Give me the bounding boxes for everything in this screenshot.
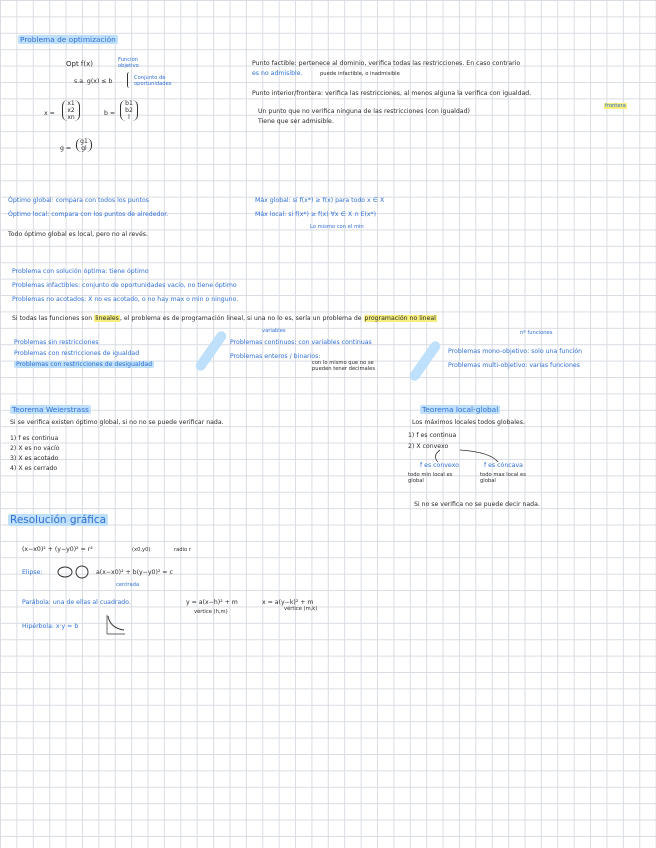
parabola-eq-2: x = a(y−k)² + m xyxy=(262,599,314,606)
max-local: Máx local: si f(x*) ≥ f(x) ∀x ∈ X ∩ E(x*) xyxy=(255,211,377,218)
x-vector-label: x = xyxy=(44,110,55,117)
factible-definition: Punto factible: pertenece al dominio, verifica todas las restricciones. En caso contrario xyxy=(252,60,521,67)
interior-definition-3: Tiene que ser admisible. xyxy=(258,118,334,125)
circle-eq: (x−x0)² + (y−y0)² = r² xyxy=(22,546,93,553)
local-global-item: 2) X convexo xyxy=(408,443,449,450)
circle-center: (x0,y0) xyxy=(132,547,151,553)
opt-objective: Opt f(x) xyxy=(66,60,93,68)
divider-slash xyxy=(194,329,229,372)
divider-slash xyxy=(408,339,443,382)
ellipse-note: centrada xyxy=(116,582,140,588)
g-vector-label: g = xyxy=(60,145,72,152)
parabola-vertex-2: vértice (m,k) xyxy=(284,606,318,612)
g-vector-item: g1 xyxy=(80,138,88,145)
circle-radius: radio r xyxy=(174,547,192,553)
problem-col1-item-text: Problemas con restricciones de desigualdad xyxy=(16,361,153,368)
problem-optimal: Problema con solución óptima: tiene óptimo xyxy=(12,268,149,275)
g-vector xyxy=(76,138,92,152)
factible-definition-2: es no admisible. xyxy=(252,70,303,77)
optimo-local: Óptimo local: compara con los puntos de alrededor. xyxy=(8,211,169,218)
problem-infeasible: Problemas infactibles: conjunto de oportunidades vacío, no tiene óptimo xyxy=(12,282,237,289)
problem-linear: Si todas las funciones son lineales, el problema es de programación lineal, si una no lo es, sería un problema de programación no lineal xyxy=(12,315,436,322)
interior-definition: Punto interior/frontera: verifica las restricciones, al menos alguna la verifica con igualdad. xyxy=(252,90,532,97)
b-vector-item: l xyxy=(128,114,130,121)
weierstrass-item: 2) X es no vacío xyxy=(10,445,60,452)
problem-col2-item: Problemas continuos: con variables continuas xyxy=(230,339,372,346)
x-vector-item: x2 xyxy=(67,107,75,114)
local-global-b1-note: todo min local es global xyxy=(408,472,453,484)
weierstrass-item: 4) X es cerrado xyxy=(10,465,58,472)
interior-definition-2: Un punto que no verifica ninguna de las restricciones (con igualdad) xyxy=(258,108,470,115)
optimo-note: Todo óptimo global es local, pero no al revés. xyxy=(8,231,148,238)
problem-col2-tag: variables xyxy=(262,328,286,334)
ellipse-label: Elipse: xyxy=(22,569,43,576)
b-vector-label: b = xyxy=(104,110,116,117)
hyperbola-icon xyxy=(104,614,126,636)
local-global-desc: Los máximos locales todos globales. xyxy=(412,419,525,426)
max-global: Máx global: si f(x*) ≥ f(x) para todo x ∈ X xyxy=(255,197,385,204)
interior-tag: frontera xyxy=(605,103,626,109)
x-vector xyxy=(62,100,80,121)
problem-col3-tag: nº funciones xyxy=(520,330,553,336)
local-global-note: Si no se verifica no se puede decir nada. xyxy=(414,501,540,508)
ellipse-icon xyxy=(56,565,92,579)
parabola-def: Parábola: una de ellas al cuadrado. xyxy=(22,599,131,606)
problem-col1-item xyxy=(14,361,154,369)
opt-objective-note: Función objetivo xyxy=(118,57,139,69)
problem-col3-item: Problemas multi-objetivo: varias funciones xyxy=(448,362,580,369)
local-global-title: Teorema local-global xyxy=(422,405,499,414)
local-global-b1: f es convexo xyxy=(420,462,459,469)
parabola-eq-1: y = a(x−h)² + m xyxy=(186,599,238,606)
opt-constraint-note: Conjunto de oportunidades xyxy=(134,75,172,87)
problem-col1-item: Problemas sin restricciones xyxy=(14,339,99,346)
opt-constraint: s.a. g(x) ≤ b xyxy=(74,78,113,85)
local-global-b2-note: todo max local es global xyxy=(480,472,526,484)
weierstrass-item: 3) X es acotado xyxy=(10,455,59,462)
graphic-title: Resolución gráfica xyxy=(10,514,107,526)
problem-col1-item: Problemas con restricciones de igualdad xyxy=(14,350,140,357)
ellipse-eq: a(x−x0)² + b(y−y0)² = c xyxy=(96,569,173,576)
b-vector-item: b1 xyxy=(125,100,133,107)
problem-unbounded: Problemas no acotados: X no es acotado, o no hay max o min o ninguno. xyxy=(12,296,239,303)
local-global-b2: f es cóncava xyxy=(484,462,523,469)
weierstrass-title: Teorema Weierstrass xyxy=(12,405,89,414)
problem-col2-item: Problemas enteros / binarios: xyxy=(230,353,321,360)
hyperbola-def: Hipérbola: x·y = b xyxy=(22,623,79,630)
opt-brace xyxy=(127,72,132,88)
local-global-item: 1) f es continua xyxy=(408,432,457,439)
optimization-title: Problema de optimización xyxy=(20,35,116,44)
factible-note: puede infactible, o inadmisible xyxy=(320,71,400,77)
x-vector-item: xn xyxy=(67,114,75,121)
weierstrass-desc: Si se verifica existen óptimo global, si no no se puede verificar nada. xyxy=(10,419,224,426)
min-note: Lo mismo con el min xyxy=(310,224,364,230)
g-vector-item: gl xyxy=(81,145,87,152)
weierstrass-item: 1) f es continua xyxy=(10,435,59,442)
parabola-vertex-1: vértice (h,m) xyxy=(194,609,228,615)
problem-col3-item: Problemas mono-objetivo: solo una función xyxy=(448,348,583,355)
problem-col2-note: con lo mismo que no se pueden tener decimales xyxy=(312,360,376,372)
b-vector-item: b2 xyxy=(125,107,133,114)
optimo-global: Óptimo global: compara con todos los puntos xyxy=(8,197,149,204)
x-vector-item: x1 xyxy=(67,100,75,107)
b-vector xyxy=(120,100,138,121)
